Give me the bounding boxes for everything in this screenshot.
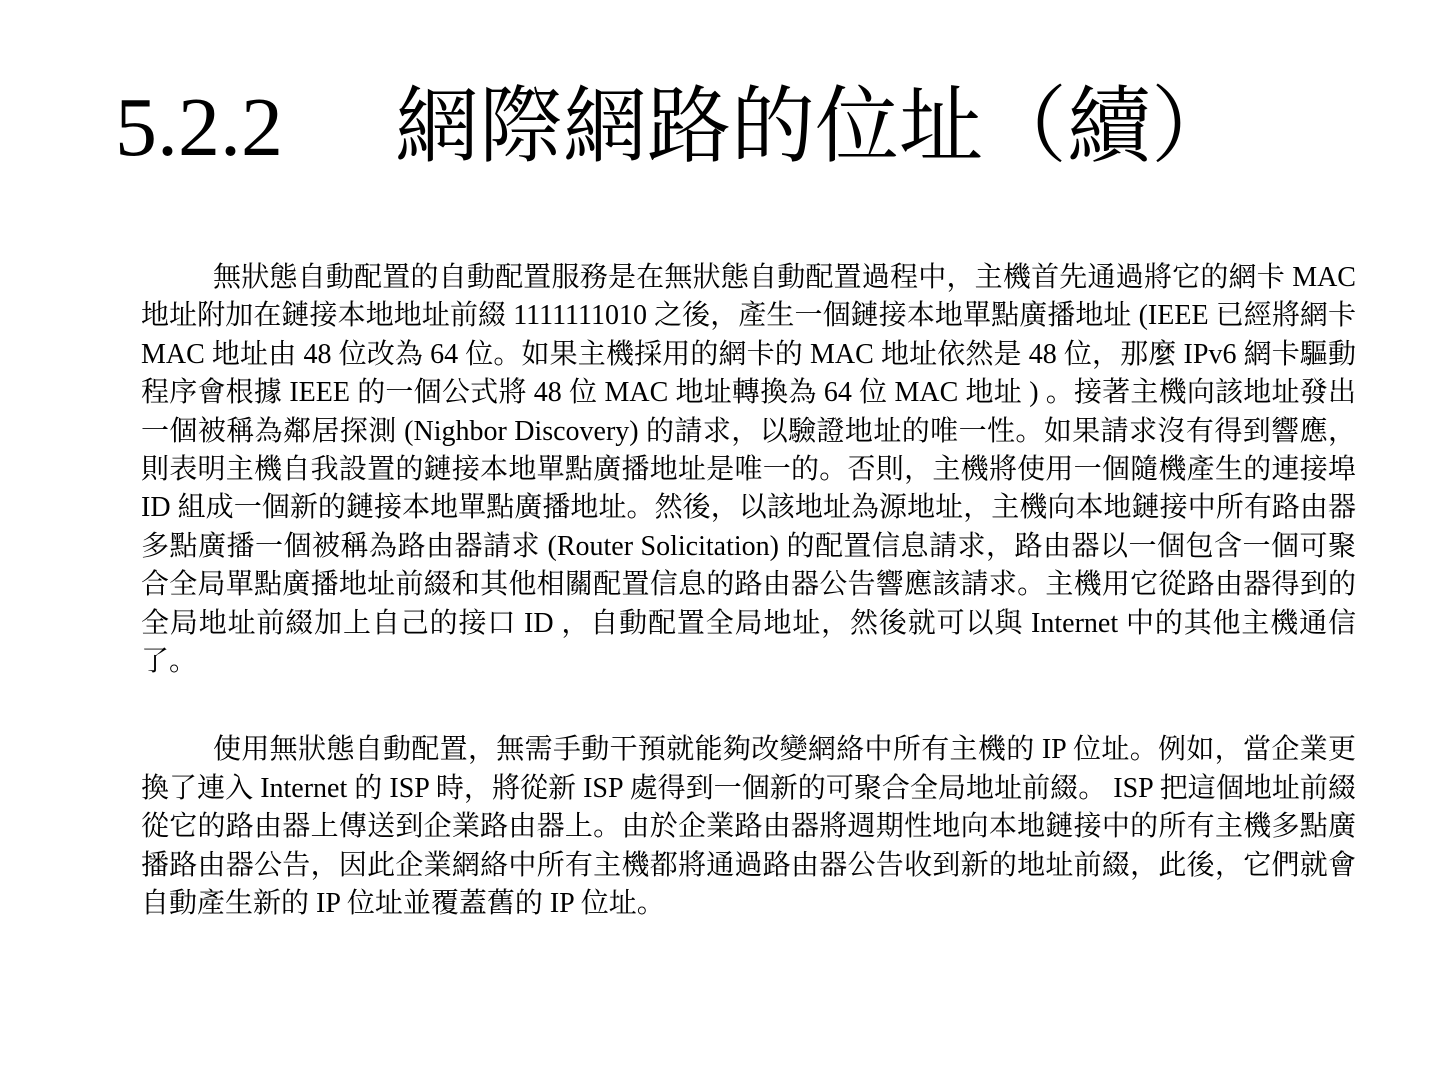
slide-title [115, 78, 1235, 179]
section-number: 5.2.2 [115, 81, 283, 174]
title-text: 網際網路的位址（續） [395, 81, 1236, 174]
paragraph-renumbering: 使用無狀態自動配置，無需手動干預就能夠改變網絡中所有主機的 IP 位址。例如，當企業更換了連入 Internet 的 ISP 時，將從新 ISP 處得到一個新的可聚合全局地址前綴。 ISP 把這個地址前綴從它的路由器上傳送到企業路由器上。由於企業路由器將週期性地向本地鏈接中的所有主機多點廣播路由器公告，因此企業網絡中所有主機都將通過路由器公告收到新的地址前綴，此後，它們就會自動產生新的 IP 位址並覆蓋舊的 IP 位址。 [141, 734, 1356, 920]
slide-body [141, 259, 1356, 974]
paragraph-stateless-autoconfig: 無狀態自動配置的自動配置服務是在無狀態自動配置過程中，主機首先通過將它的網卡 MAC 地址附加在鏈接本地地址前綴 1111111010 之後，產生一個鏈接本地單點廣播地址 (IEEE 已經將網卡 MAC 地址由 48 位改為 64 位。如果主機採用的網卡的 MAC 地址依然是 48 位，那麼 IPv6 網卡驅動程序會根據 IEEE 的一個公式將 48 位 MAC 地址轉換為 64 位 MAC 地址 ) 。接著主機向該地址發出一個被稱為鄰居探測 (Nighbor Discovery) 的請求，以驗證地址的唯一性。如果請求沒有得到響應，則表明主機自我設置的鏈接本地單點廣播地址是唯一的。否則，主機將使用一個隨機產生的連接埠 ID 組成一個新的鏈接本地單點廣播地址。然後，以該地址為源地址，主機向本地鏈接中所有路由器多點廣播一個被稱為路由器請求 (Router Solicitation) 的配置信息請求，路由器以一個包含一個可聚合全局單點廣播地址前綴和其他相關配置信息的路由器公告響應該請求。主機用它從路由器得到的全局地址前綴加上自己的接口 ID ，自動配置全局地址，然後就可以與 Internet 中的其他主機通信了。 [141, 262, 1356, 678]
